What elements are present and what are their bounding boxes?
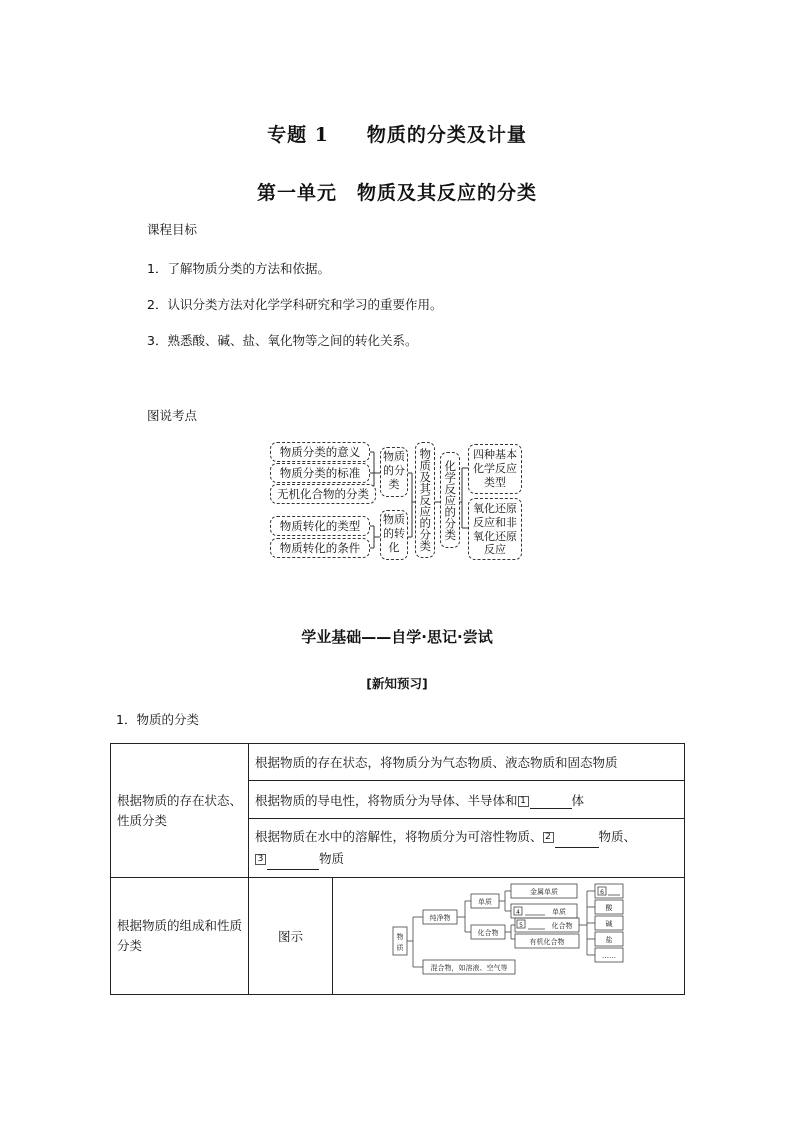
diagram-element: 单质 <box>478 897 492 906</box>
concept-box-reaction: 化学反应的分类 <box>440 452 460 548</box>
diagram-inorganic: 化合物 <box>551 921 573 930</box>
answer-blank-2[interactable] <box>555 826 599 848</box>
concept-box-conversion-type: 物质转化的类型 <box>270 516 370 536</box>
diagram-organic: 有机化合物 <box>529 937 565 946</box>
diagram-metal: 金属单质 <box>530 887 558 896</box>
concept-box-four-types: 四种基本化学反应类型 <box>468 444 522 494</box>
row1-item-solubility <box>249 819 685 878</box>
table-row <box>111 744 685 781</box>
concept-box-conversion: 物质的转化 <box>380 510 408 560</box>
classification-table <box>110 743 685 995</box>
section-subtitle: [新知预习] <box>366 676 428 691</box>
chapter-title <box>0 120 794 147</box>
concept-box-classification: 物质的分类 <box>380 447 408 497</box>
concept-box-center: 物质及其反应的分类 <box>415 442 435 558</box>
solubility-text: 根据物质在水中的溶解性，将物质分为可溶性物质、 <box>255 828 543 844</box>
solubility-mid: 物质、 <box>598 828 637 844</box>
row2-diagram-label: 图示 <box>249 878 333 995</box>
concept-box-significance: 物质分类的意义 <box>270 442 370 462</box>
section-heading-classification: 1．物质的分类 <box>116 712 199 727</box>
row1-item-state: 根据物质的存在状态，将物质分为气态物质、液态物质和固态物质 <box>249 744 685 781</box>
conductivity-text: 根据物质的导电性，将物质分为导体、半导体和 <box>255 792 518 808</box>
unit-name: 物质及其反应的分类 <box>357 182 538 204</box>
diagram-pure: 纯净物 <box>429 913 451 922</box>
classification-diagram-cell <box>333 878 685 995</box>
diagram-mixture: 混合物，如溶液、空气等 <box>430 963 508 972</box>
concept-box-conversion-condition: 物质转化的条件 <box>270 538 370 558</box>
answer-blank-3[interactable] <box>267 848 319 870</box>
diagram-root-char2: 质 <box>396 943 404 952</box>
unit-number: 第一单元 <box>256 182 337 204</box>
concept-box-criteria: 物质分类的标准 <box>270 463 370 483</box>
blank-number-1: 1 <box>518 796 529 807</box>
blank-number-2: 2 <box>543 832 554 843</box>
goal-item-2: 2．认识分类方法对化学学科研究和学习的重要作用。 <box>147 297 443 312</box>
concept-box-inorganic: 无机化合物的分类 <box>270 484 376 504</box>
course-goals-label: 课程目标 <box>147 222 198 237</box>
goal-item-1: 1．了解物质分类的方法和依据。 <box>147 261 330 276</box>
diagram-num-5: 5 <box>519 921 523 929</box>
diagram-compound: 化合物 <box>477 928 499 937</box>
diagram-salt: 盐 <box>605 935 613 944</box>
diagram-acid: 酸 <box>605 903 613 912</box>
diagram-root-char1: 物 <box>396 932 404 941</box>
goal-item-3: 3．熟悉酸、碱、盐、氧化物等之间的转化关系。 <box>147 333 418 348</box>
classification-diagram <box>333 879 683 994</box>
row2-header: 根据物质的组成和性质分类 <box>111 878 249 995</box>
chapter-name: 物质的分类及计量 <box>366 124 527 146</box>
chapter-number: 专题 1 <box>267 124 329 146</box>
table-row <box>111 878 685 995</box>
diagram-num-4: 4 <box>516 908 520 916</box>
conductivity-suffix: 体 <box>571 792 585 808</box>
concept-map-label: 图说考点 <box>147 408 198 423</box>
diagram-num-6: 6 <box>600 888 604 896</box>
section-title: 学业基础——自学·思记·尝试 <box>301 628 493 646</box>
blank-number-3: 3 <box>255 854 266 865</box>
solubility-suffix: 物质 <box>319 851 345 866</box>
unit-title <box>0 178 794 205</box>
diagram-etc: …… <box>602 951 616 960</box>
row1-header: 根据物质的存在状态、性质分类 <box>111 744 249 878</box>
diagram-base: 碱 <box>605 919 613 928</box>
answer-blank-1[interactable] <box>530 793 572 809</box>
row1-item-conductivity <box>249 781 685 819</box>
diagram-nonmetal: 单质 <box>552 907 566 916</box>
concept-box-redox: 氧化还原反应和非氧化还原反应 <box>468 498 522 560</box>
